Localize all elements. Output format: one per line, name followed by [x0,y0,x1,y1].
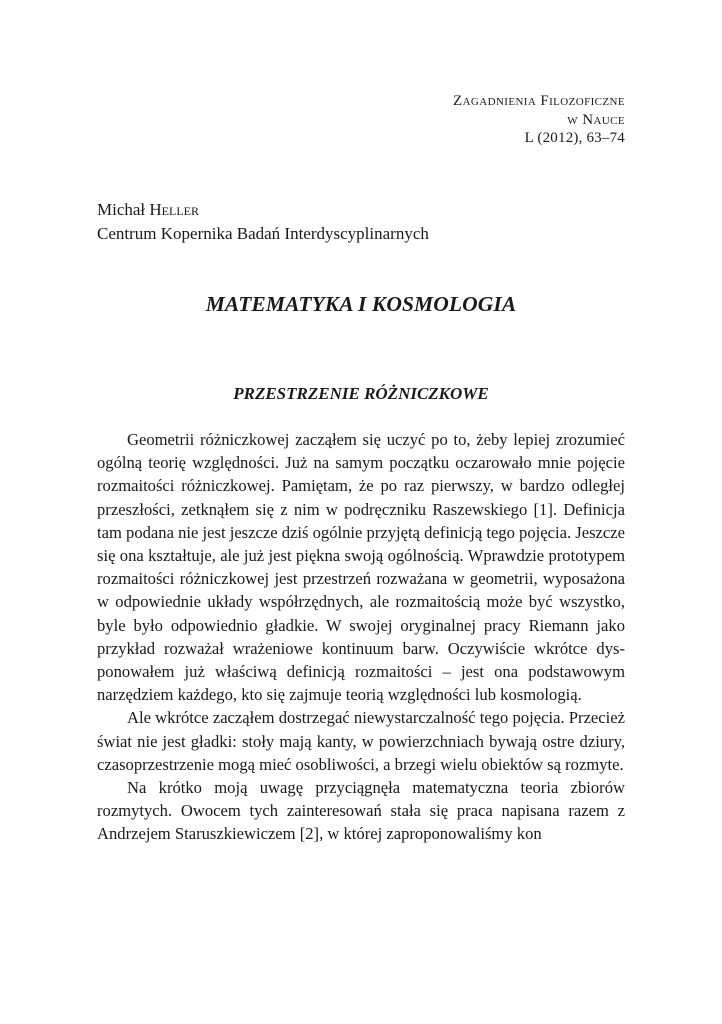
body-paragraph-2: Ale wkrótce zacząłem dostrzegać niewystarczalność tego pojęcia. Przecież świat nie jest gładki: stoły mają kanty, w powierzchniach bywają ostre dziury, czasoprzestrzenie mogą mieć osobliwości, a brzegi wielu obiektów są rozmyte. [97,708,625,774]
article-body [97,428,625,846]
body-paragraph-3: Na krótko moją uwagę przyciągnęła matematyczna teoria zbiorów rozmytych. Owocem tych zainteresowań stała się praca napisana razem z Andrzejem Staruszkiewiczem [2], w której zaproponowaliśmy kon [97,778,625,844]
journal-citation: L (2012), 63–74 [524,130,625,146]
author-first-name: Michał [97,200,146,219]
journal-name-line2: w Nauce [567,111,625,128]
section-title: PRZESTRZENIE RÓŻNICZKOWE [233,384,489,403]
body-paragraph-1: Geometrii różniczkowej zacząłem się uczyć po to, żeby lepiej zrozumieć ogólną teorię względności. Już na samym początku oczarowało mnie pojęcie rozmaitości różniczkowej. Pamiętam, że po raz pierwszy, w bardzo odległej przeszłości, zetknąłem się z nim w podręczniku Raszewskiego [1]. Definicja tam podana nie jest jeszcze dziś ogólnie przyjętą definicją tego pojęcia. Jeszcze się ona kształtuje, ale już jest piękna swoją ogólnością. Wprawdzie prototypem rozmaitości różniczkowej jest przestrzeń rozważana w geometrii, wyposażona w odpowiednie układy współrzędnych, ale rozmaitością może być wszystko, byle było odpowiednio gładkie. W swojej oryginalnej pracy Riemann jako przykład rozważał wrażeniowe kontinuum barw. Oczywiście wkrótce dysponowałem już właściwą definicją rozmaitości – jest ona podstawowym narzędziem każdego, kto się zajmuje teorią względności lub kosmologią. [97,430,625,705]
author-block [97,198,429,246]
journal-header [453,92,625,148]
author-name [97,198,429,222]
author-affiliation: Centrum Kopernika Badań Interdyscyplinarnych [97,224,429,243]
author-last-name: Heller [149,200,200,219]
journal-name-line1: Zagadnienia Filozoficzne [453,93,625,109]
article-title: MATEMATYKA I KOSMOLOGIA [205,292,517,316]
